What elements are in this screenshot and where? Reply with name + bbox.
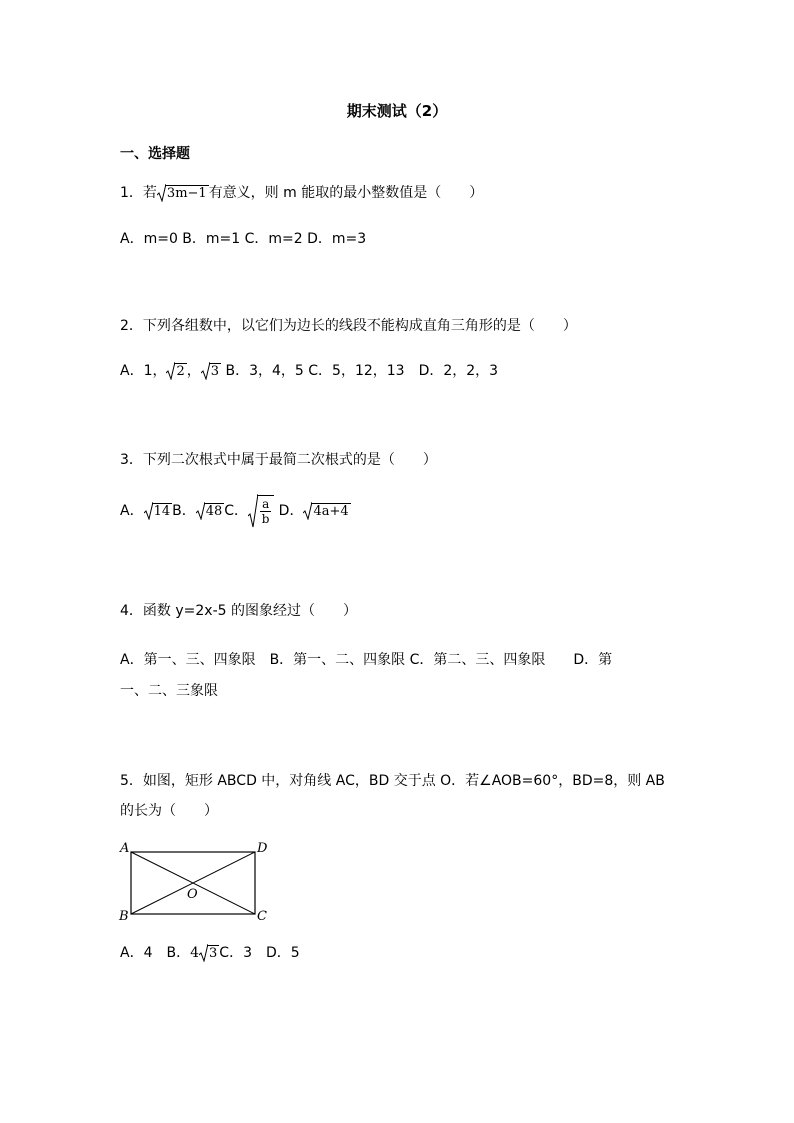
- fraction-a-b: $\frac{a}{b}$: [261, 497, 270, 526]
- q2-options: A．1， 2 ， 3 B．3，4，5 C．5，12，13 D．2，2，3: [120, 363, 499, 379]
- question-5-line1: 5．如图，矩形 ABCD 中，对角线 AC，BD 交于点 O．若∠AOB=60°，BD=8，则 AB: [120, 773, 665, 789]
- q3-options: A． 14 B． 48 C． $\frac{a}{b}$ D． 4a+4: [120, 494, 351, 528]
- q1-options: A．m=0 B．m=1 C．m=2 D．m=3: [120, 231, 367, 247]
- sqrt-48: 48: [196, 496, 225, 526]
- sqrt-14: 14: [144, 496, 173, 526]
- q1-stem: 有意义，则 m 能取的最小整数值是（ ）: [208, 185, 484, 201]
- sqrt-a-over-b: [248, 494, 274, 528]
- sqrt-3: 3: [199, 943, 219, 963]
- sqrt-4a-4: 4a+4: [303, 496, 350, 526]
- label-c: C: [257, 909, 267, 924]
- page-title: 期末测试（2）: [346, 102, 448, 120]
- q5-options: A．4 B．4 3 C．3 D．5: [120, 945, 300, 961]
- question-5-line2: 的长为（ ）: [120, 803, 218, 819]
- sqrt-3: 3: [201, 361, 221, 381]
- question-3: 3．下列二次根式中属于最简二次根式的是（ ）: [120, 452, 437, 468]
- q4-options-line1: A．第一、三、四象限 B．第一、二、四象限 C．第二、三、四象限 D．第: [120, 652, 613, 668]
- label-b: B: [119, 909, 129, 924]
- q4-options-line2: 一、二、三象限: [120, 683, 218, 699]
- label-a: A: [120, 841, 130, 856]
- question-1: [120, 183, 483, 203]
- label-d: D: [257, 841, 268, 856]
- label-o: O: [187, 887, 198, 902]
- q1-prefix: 1．若: [120, 185, 157, 201]
- rectangle-figure: [116, 838, 276, 928]
- question-2: 2．下列各组数中，以它们为边长的线段不能构成直角三角形的是（ ）: [120, 318, 577, 334]
- sqrt-3m-1: 3m−1: [157, 183, 209, 203]
- section-heading: 一、选择题: [120, 146, 190, 162]
- sqrt-2: 2: [166, 361, 186, 381]
- question-4: 4．函数 y=2x-5 的图象经过（ ）: [120, 603, 357, 619]
